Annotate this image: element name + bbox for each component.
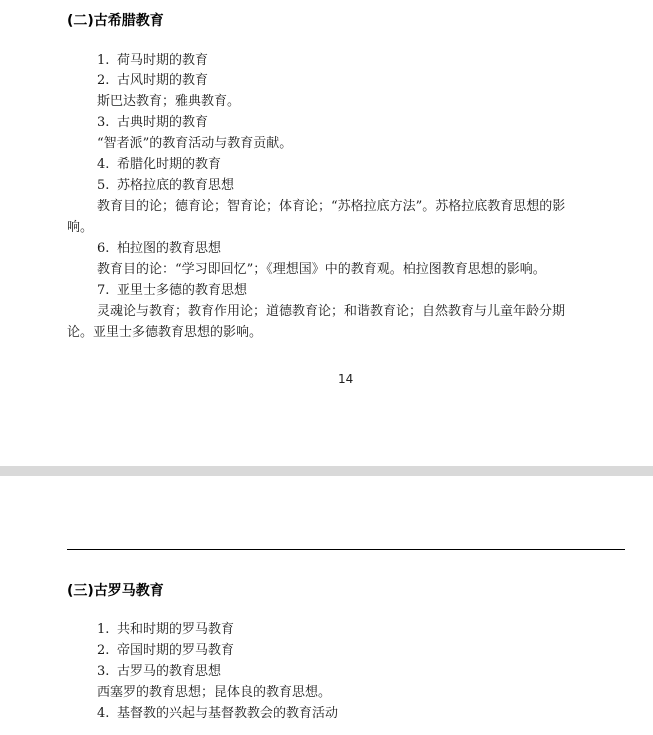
header-rule [67,549,625,550]
item-number: 2. [97,643,110,658]
outline-item-hellenistic [97,157,221,173]
item-text: 柏拉图的教育思想 [117,241,222,256]
outline-item-archaic [97,73,208,89]
item-text: 古风时期的教育 [117,73,209,88]
outline-item-republic [97,622,234,638]
item-text: 希腊化时期的教育 [117,157,222,172]
outline-item-empire [97,643,234,659]
item-text: 亚里士多德的教育思想 [117,283,248,298]
outline-detail-sparta-athens: 斯巴达教育；雅典教育。 [97,94,241,109]
section-heading-ancient-greece: (二)古希腊教育 [67,13,164,29]
outline-detail-aristotle: 灵魂论与教育；教育作用论；道德教育论；和谐教育论；自然教育与儿童年龄分期 [97,304,566,319]
item-number: 5. [97,178,110,193]
outline-detail-aristotle-continued: 论。亚里士多德教育思想的影响。 [67,325,263,340]
item-number: 4. [97,706,110,721]
item-number: 6. [97,241,110,256]
item-number: 3. [97,664,110,679]
item-text: 共和时期的罗马教育 [117,622,235,637]
item-number: 2. [97,73,110,88]
item-number: 1. [97,622,110,637]
item-text: 古罗马的教育思想 [117,664,222,679]
outline-item-plato [97,241,221,257]
outline-detail-sophists: “智者派”的教育活动与教育贡献。 [97,136,293,151]
outline-item-aristotle [97,283,247,299]
outline-detail-socrates: 教育目的论；德育论；智育论；体育论；“苏格拉底方法”。苏格拉底教育思想的影 [97,199,566,214]
outline-item-christianity [97,706,338,722]
item-number: 3. [97,115,110,130]
outline-item-classical [97,115,208,131]
outline-detail-cicero-quintilian: 西塞罗的教育思想；昆体良的教育思想。 [97,685,332,700]
outline-item-roman-thought [97,664,221,680]
item-text: 基督教的兴起与基督教教会的教育活动 [117,706,339,721]
page-separator [0,466,653,476]
item-number: 1. [97,53,110,68]
item-text: 古典时期的教育 [117,115,209,130]
item-text: 帝国时期的罗马教育 [117,643,235,658]
item-text: 荷马时期的教育 [117,53,209,68]
item-text: 苏格拉底的教育思想 [117,178,235,193]
item-number: 7. [97,283,110,298]
document-page-bottom [0,476,653,735]
page-number: 14 [338,372,354,386]
item-number: 4. [97,157,110,172]
outline-item-socrates [97,178,234,194]
section-heading-ancient-rome: (三)古罗马教育 [67,583,164,599]
outline-item-homeric [97,53,208,69]
outline-detail-plato: 教育目的论：“学习即回忆”；《理想国》中的教育观。柏拉图教育思想的影响。 [97,262,546,277]
outline-detail-socrates-continued: 响。 [67,220,94,235]
